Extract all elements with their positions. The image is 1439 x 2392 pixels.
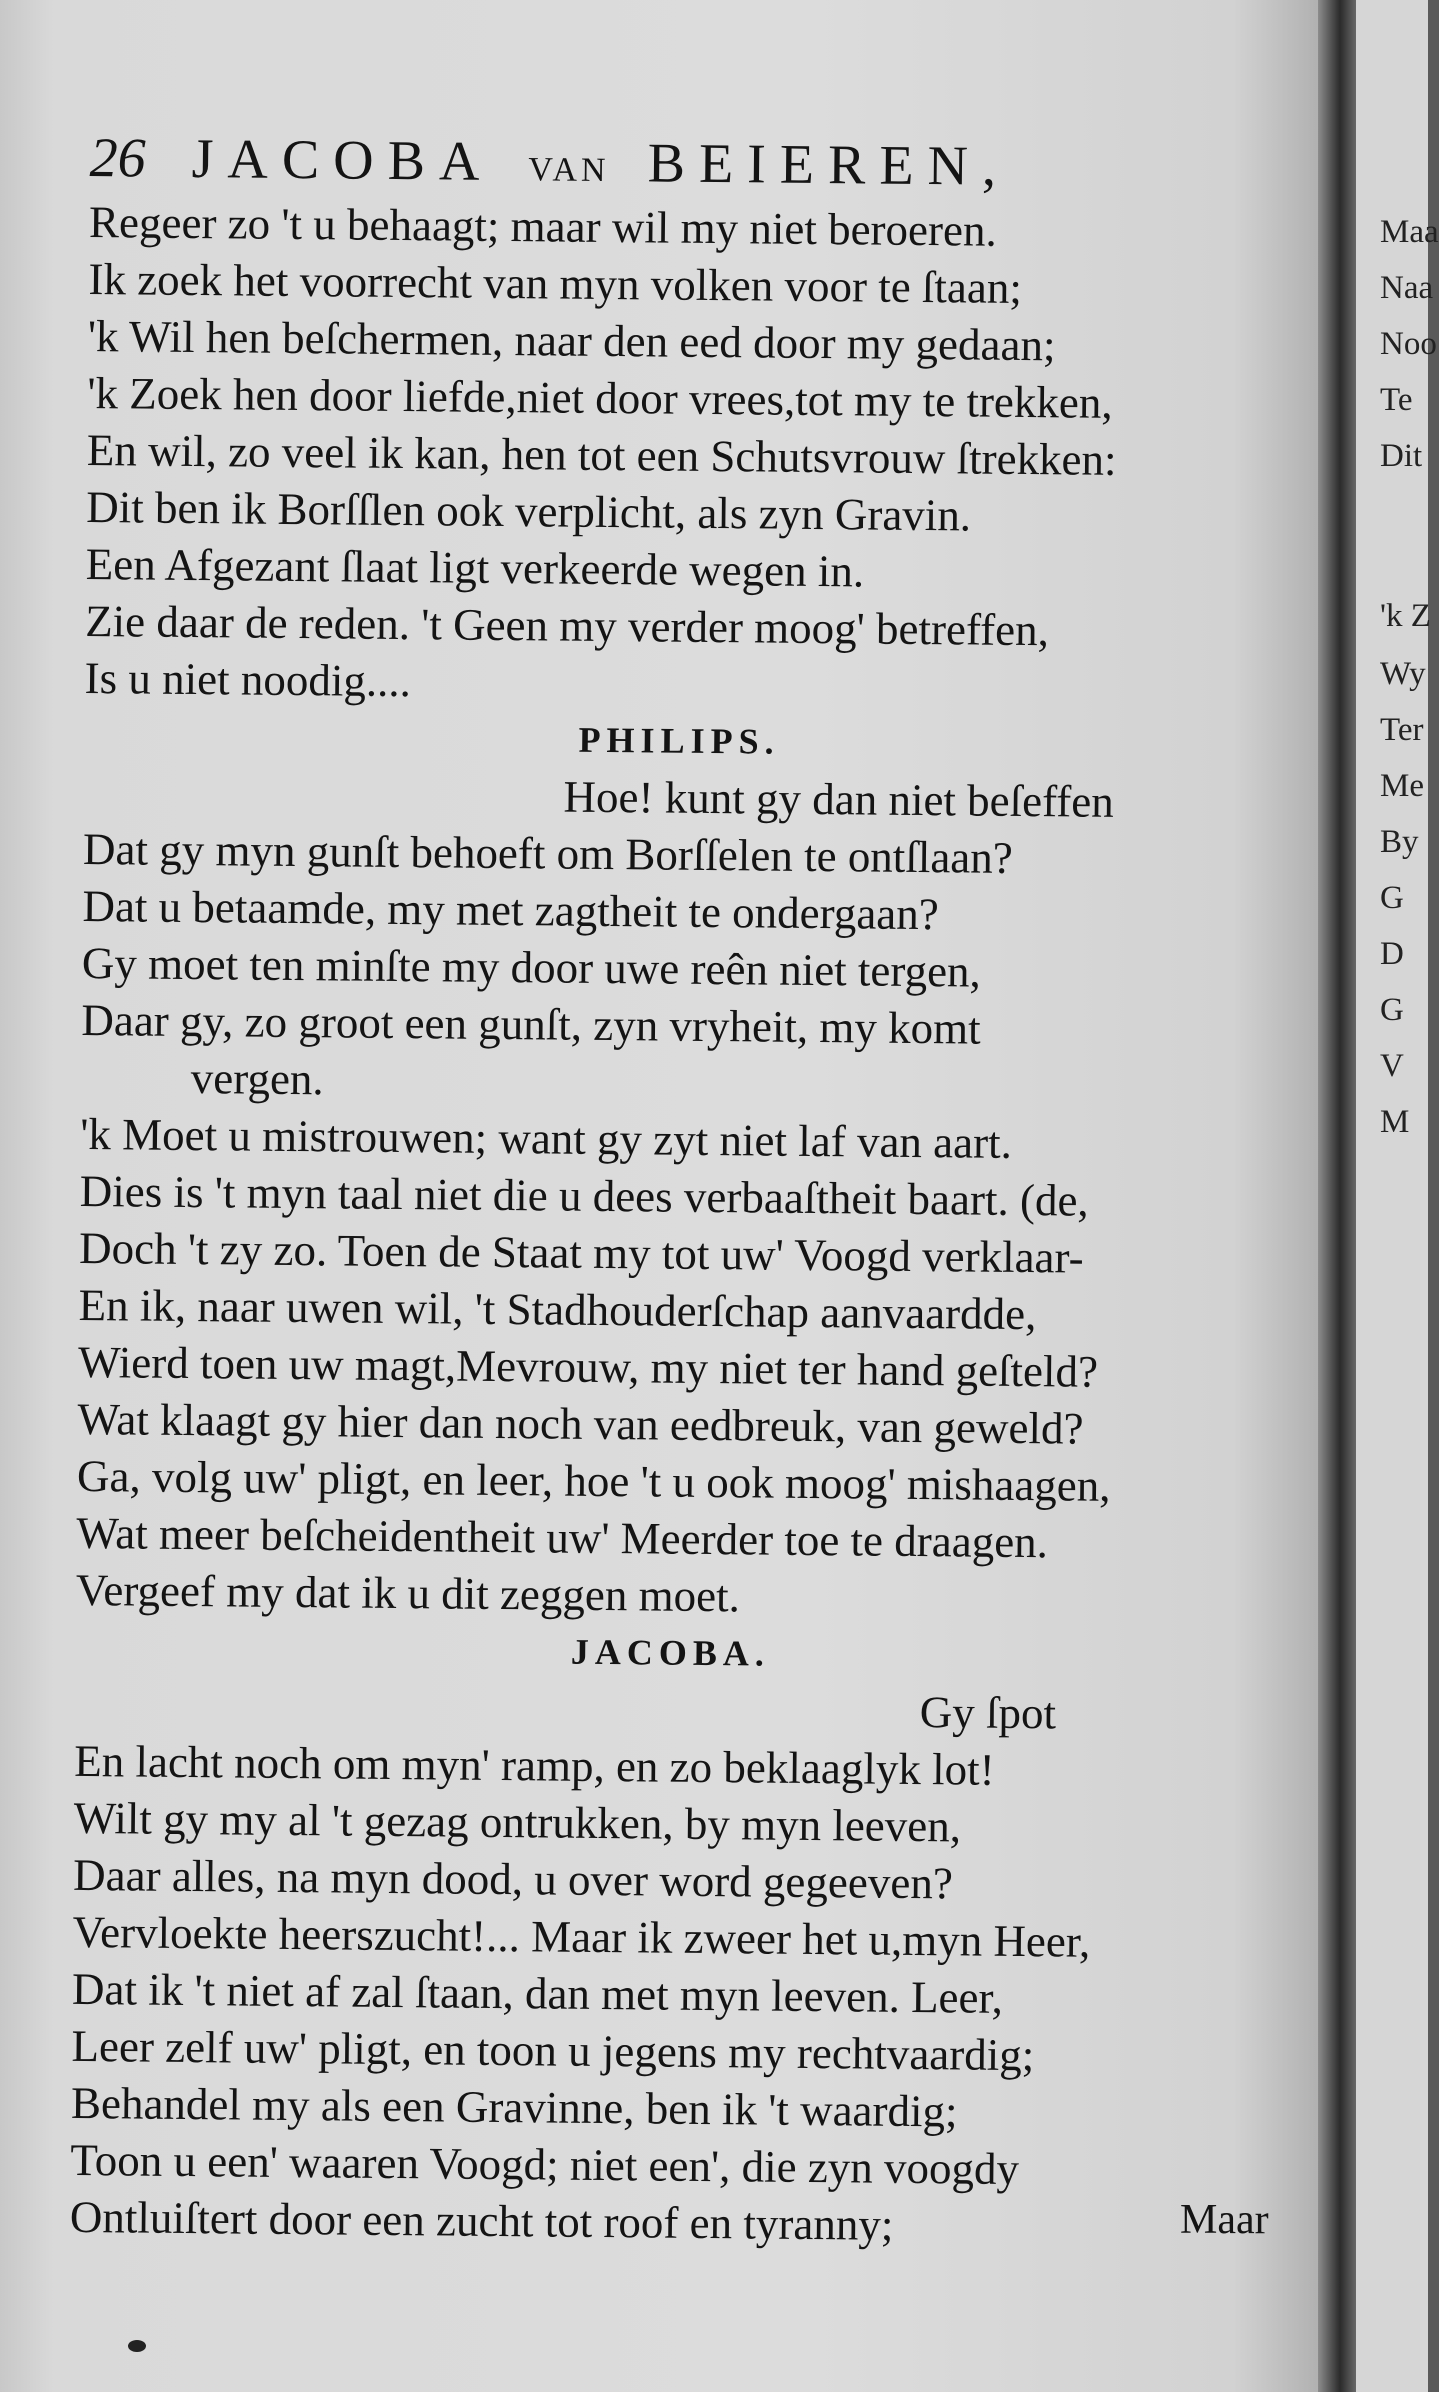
- next-page-edge: [1356, 0, 1439, 2392]
- verse-line: Daar alles, na myn dood, u over word gegeeven?: [72, 1849, 954, 1909]
- page-number: 26: [89, 126, 146, 190]
- verse-line: vergen.: [190, 1053, 324, 1105]
- verse-line: En wil, zo veel ik kan, hen tot een Schutsvrouw ſtrekken:: [86, 424, 1117, 485]
- next-page-fragment: Ter: [1380, 712, 1424, 748]
- header-title-beieren: BEIEREN,: [647, 132, 1011, 198]
- next-page-fragment: V: [1380, 1048, 1404, 1084]
- next-page-fragment: 'k Z: [1380, 598, 1431, 634]
- verse-line: Een Afgezant ſlaat ligt verkeerde wegen in.: [85, 538, 865, 597]
- next-page-fragment: G: [1380, 880, 1404, 916]
- header-title-van: VAN: [528, 151, 610, 189]
- next-page-fragment: M: [1380, 1104, 1410, 1140]
- ink-speck: [128, 2340, 146, 2352]
- verse-line: Daar gy, zo groot een gunſt, zyn vryheit, my komt: [81, 994, 981, 1054]
- verse-line: Wierd toen uw magt,Mevrouw, my niet ter hand geſteld?: [77, 1336, 1099, 1397]
- catchword: Maar: [1180, 2197, 1269, 2243]
- verse-line: Ik zoek het voorrecht van myn volken voor te ſtaan;: [88, 253, 1023, 313]
- verse-line: Doch 't zy zo. Toen de Staat my tot uw' Voogd verklaar-: [78, 1222, 1084, 1283]
- verse-line: Dat ik 't niet af zal ſtaan, dan met myn leeven. Leer,: [71, 1963, 1004, 2023]
- verse-line: En ik, naar uwen wil, 't Stadhouderſchap aanvaardde,: [78, 1279, 1037, 1340]
- next-page-fragment: G: [1380, 992, 1404, 1028]
- next-page-fragment: Me: [1380, 768, 1424, 804]
- verse-line: Dat u betaamde, my met zagtheit te ondergaan?: [82, 880, 940, 940]
- verse-line: Dies is 't myn taal niet die u dees verbaaſtheit baart. (de,: [79, 1165, 1089, 1226]
- running-header: [89, 122, 1280, 205]
- speaker-name: PHILIPS.: [578, 719, 780, 762]
- next-page-fragment: D: [1380, 936, 1404, 972]
- verse-line: Dat gy myn gunſt behoeft om Borſſelen te ontſlaan?: [82, 823, 1013, 883]
- verse-line: Wat klaagt gy hier dan noch van eedbreuk, van geweld?: [77, 1393, 1084, 1454]
- verse-line: Behandel my als een Gravinne, ben ik 't waardig;: [70, 2077, 958, 2137]
- verse-line: Ontluiſtert door een zucht tot roof en tyranny;: [69, 2191, 894, 2250]
- verse-line: 'k Zoek hen door liefde,niet door vrees,tot my te trekken,: [87, 367, 1113, 428]
- verse-line: Vergeef my dat ik u dit zeggen moet.: [75, 1564, 741, 1622]
- next-page-fragment: Noo: [1380, 326, 1437, 362]
- header-title-jacoba: JACOBA: [191, 127, 491, 193]
- verse-line: Toon u een' waaren Voogd; niet een', die zyn voogdy: [70, 2134, 1020, 2195]
- speaker-name: JACOBA.: [570, 1631, 771, 1674]
- verse-line: Zie daar de reden. 't Geen my verder moog' betreffen,: [84, 595, 1050, 656]
- verse-line: Regeer zo 't u behaagt; maar wil my niet beroeren.: [88, 196, 997, 256]
- verse-line: Gy moet ten minſte my door uwe reên niet tergen,: [81, 937, 982, 997]
- next-page-fragment: Te: [1380, 382, 1413, 418]
- next-page-fragment: Dit: [1380, 438, 1423, 474]
- verse-line: En lacht noch om myn' ramp, en zo beklaaglyk lot!: [74, 1735, 995, 1795]
- verse-line: 'k Wil hen beſchermen, naar den eed door my gedaan;: [87, 310, 1056, 371]
- verse-line: Ga, volg uw' pligt, en leer, hoe 't u ook moog' mishaagen,: [76, 1450, 1111, 1511]
- verse-line: Dit ben ik Borſſlen ook verplicht, als zyn Gravin.: [86, 481, 972, 541]
- next-page-fragment: By: [1380, 824, 1419, 860]
- verse-line: Is u niet noodig....: [84, 652, 412, 707]
- verse-line: 'k Moet u mistrouwen; want gy zyt niet laf van aart.: [80, 1108, 1013, 1168]
- verse-line: Wat meer beſcheidentheit uw' Meerder toe te draagen.: [76, 1507, 1049, 1568]
- page-text-block: [70, 122, 1280, 2257]
- next-page-fragment: Naa: [1380, 270, 1434, 306]
- next-page-fragment: Wy: [1380, 656, 1426, 692]
- verse-line: Wilt gy my al 't gezag ontrukken, by myn leeven,: [73, 1792, 962, 1852]
- next-page-fragment: Maa: [1380, 214, 1439, 250]
- verse-line: Leer zelf uw' pligt, en toon u jegens my rechtvaardig;: [71, 2020, 1035, 2081]
- book-gutter: [1318, 0, 1358, 2392]
- verse-line: Gy ſpot: [919, 1687, 1057, 1739]
- verse-line: Vervloekte heerszucht!... Maar ik zweer het u,myn Heer,: [72, 1906, 1091, 1967]
- verse-line: Hoe! kunt gy dan niet beſeffen: [563, 771, 1115, 827]
